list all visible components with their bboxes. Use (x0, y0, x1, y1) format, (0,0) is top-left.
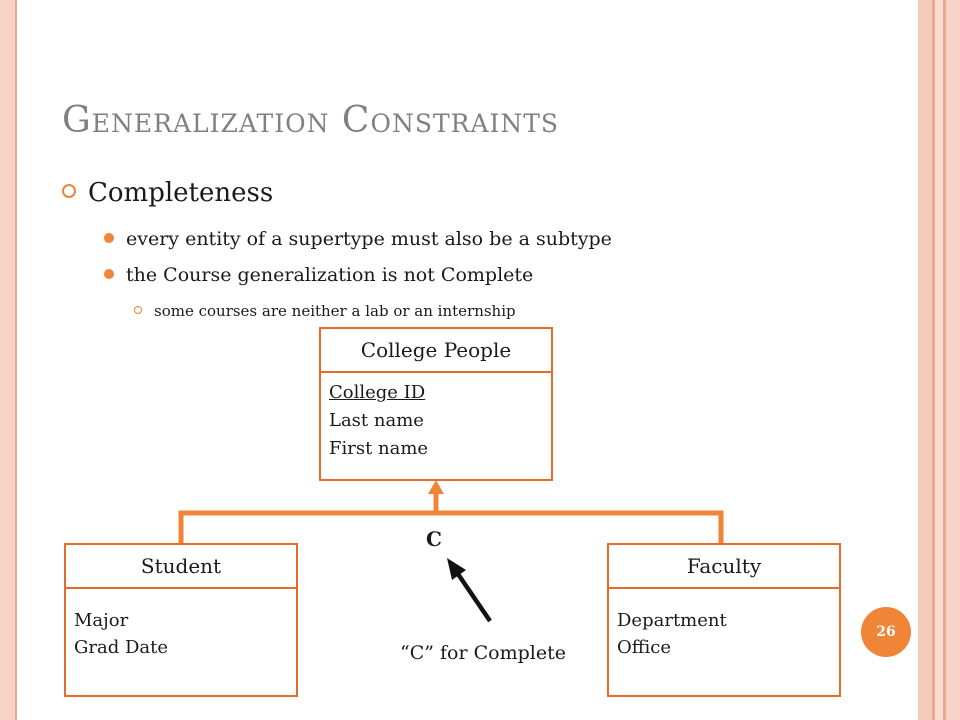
annotation-arrowhead (447, 558, 466, 580)
attribute-last-name: Last name (329, 410, 424, 431)
entity-student (64, 543, 298, 697)
generalization-arrowhead (428, 480, 444, 494)
bullet-course-example-text: the Course generalization is not Complete (126, 264, 534, 286)
entity-student-name: Student (66, 545, 296, 589)
entity-college-people-name: College People (321, 329, 551, 373)
entity-college-people-attributes (321, 373, 551, 469)
annotation-arrow-shaft (458, 574, 490, 621)
completeness-annotation: “C” for Complete (400, 642, 566, 664)
attribute-college-id: College ID (329, 382, 426, 403)
completeness-constraint-label: C (426, 527, 442, 551)
page-number-badge: 26 (861, 607, 911, 657)
attribute-first-name: First name (329, 438, 429, 459)
entity-student-attributes (66, 589, 296, 667)
generalization-line (181, 513, 721, 546)
entity-faculty-name: Faculty (609, 545, 839, 589)
attribute-grad-date: Grad Date (74, 637, 169, 658)
attribute-major: Major (74, 610, 129, 631)
bullet-definition-text: every entity of a supertype must also be a subtype (126, 228, 612, 250)
attribute-office: Office (617, 637, 672, 658)
entity-faculty-attributes (609, 589, 839, 667)
bullet-course-detail-text: some courses are neither a lab or an internship (154, 302, 516, 320)
entity-faculty (607, 543, 841, 697)
entity-college-people (319, 327, 553, 481)
attribute-department: Department (617, 610, 727, 631)
bullet-completeness-text: Completeness (88, 178, 274, 208)
slide-title: Generalization Constraints (62, 100, 560, 141)
